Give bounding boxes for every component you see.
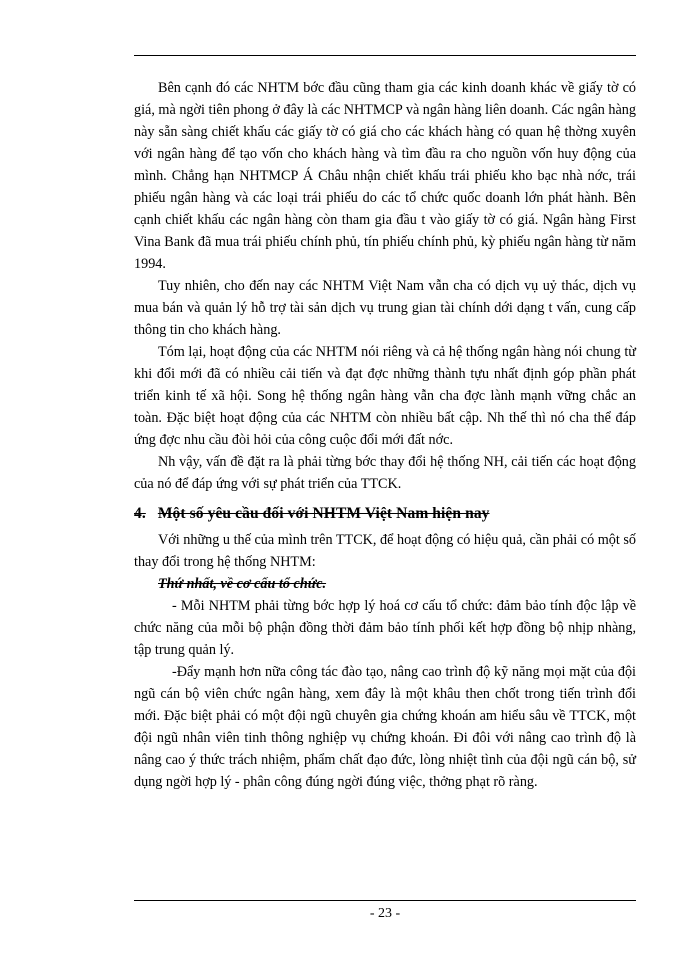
page-body — [134, 77, 636, 793]
paragraph-intro: Với những u thế của mình trên TTCK, để hoạt động có hiệu quả, cần phải có một số thay đổi trong hệ thống NHTM: — [134, 532, 636, 570]
footer-rule — [134, 900, 636, 901]
paragraph-conclusion: Nh vậy, vấn đề đặt ra là phải từng bớc thay đổi hệ thống NH, cải tiến các hoạt động của nó để đáp ứng với sự phát triển của TTCK. — [134, 454, 636, 492]
section-number: 4. — [134, 505, 146, 522]
page-number: - 23 - — [369, 906, 401, 921]
bullet-training: -Đẩy mạnh hơn nữa công tác đào tạo, nâng cao trình độ kỹ năng mọi mặt của đội ngũ cán bộ viên chức ngân hàng, xem đây là một khâu then chốt trong tiến trình đổi mới. Đặc biệt phải có một đội ngũ chuyên gia chứng khoán am hiểu sâu về TTCK, một đội ngũ nhân viên tinh thông nghiệp vụ chứng khoán. Đi đôi với nâng cao trình độ là nâng cao ý thức trách nhiệm, phẩm chất đạo đức, lòng nhiệt tình của đội ngũ cán bộ, sử dụng ngời hợp lý - phân công đúng ngời đúng việc, thởng phạt rõ ràng. — [134, 664, 636, 790]
paragraph-services-gap: Tuy nhiên, cho đến nay các NHTM Việt Nam vẫn cha có dịch vụ uỷ thác, dịch vụ mua bán và quản lý hỗ trợ tài sản dịch vụ trung gian tài chính dới dạng t vấn, cung cấp thông tin cho khách hàng. — [134, 278, 636, 338]
section-title: Một số yêu cầu đối với NHTM Việt Nam hiện nay — [157, 505, 490, 522]
subheading-structure — [134, 573, 636, 595]
paragraph-summary: Tóm lại, hoạt động của các NHTM nói riêng và cả hệ thống ngân hàng nói chung từ khi đổi mới đã có nhiều cải tiến và đạt đợc những thành tựu nhất định góp phần phát triển kinh tế xã hội. Song hệ thống ngân hàng vẫn cha đợc lành mạnh vững chắc an toàn. Đặc biệt hoạt động của các NHTM còn nhiều bất cập. Nh thế thì nó cha thể đáp ứng đợc nhu cầu đòi hỏi của công cuộc đổi mới đất nớc. — [134, 344, 636, 448]
section-heading — [134, 503, 636, 525]
subheading-text: Thứ nhất, về cơ cấu tổ chức. — [158, 576, 327, 592]
bullet-restructure: - Mỗi NHTM phải từng bớc hợp lý hoá cơ cấu tổ chức: đảm bảo tính độc lập về chức năng của mỗi bộ phận đồng thời đảm bảo tính phối kết hợp đồng bộ nhịp nhàng, tập trung quản lý. — [134, 598, 636, 658]
header-rule — [134, 55, 636, 56]
paragraph-securities-business: Bên cạnh đó các NHTM bớc đầu cũng tham gia các kinh doanh khác về giấy tờ có giá, mà ngời tiên phong ở đây là các NHTMCP và ngân hàng liên doanh. Các ngân hàng này sẵn sàng chiết khấu các giấy tờ có giá cho các khách hàng có quan hệ thờng xuyên với ngân hàng để tạo vốn cho khách hàng và tìm đầu ra cho nguồn vốn huy động của mình. Chẳng hạn NHTMCP Á Châu nhận chiết khấu trái phiếu kho bạc nhà nớc, trái phiếu ngân hàng và các loại trái phiếu do các tổ chức quốc doanh lớn phát hành. Bên cạnh chiết khấu các ngân hàng còn tham gia đầu t vào giấy tờ có giá. Ngân hàng First Vina Bank đã mua trái phiếu chính phủ, tín phiếu chính phủ, kỳ phiếu ngân hàng từ năm 1994. — [134, 80, 636, 272]
